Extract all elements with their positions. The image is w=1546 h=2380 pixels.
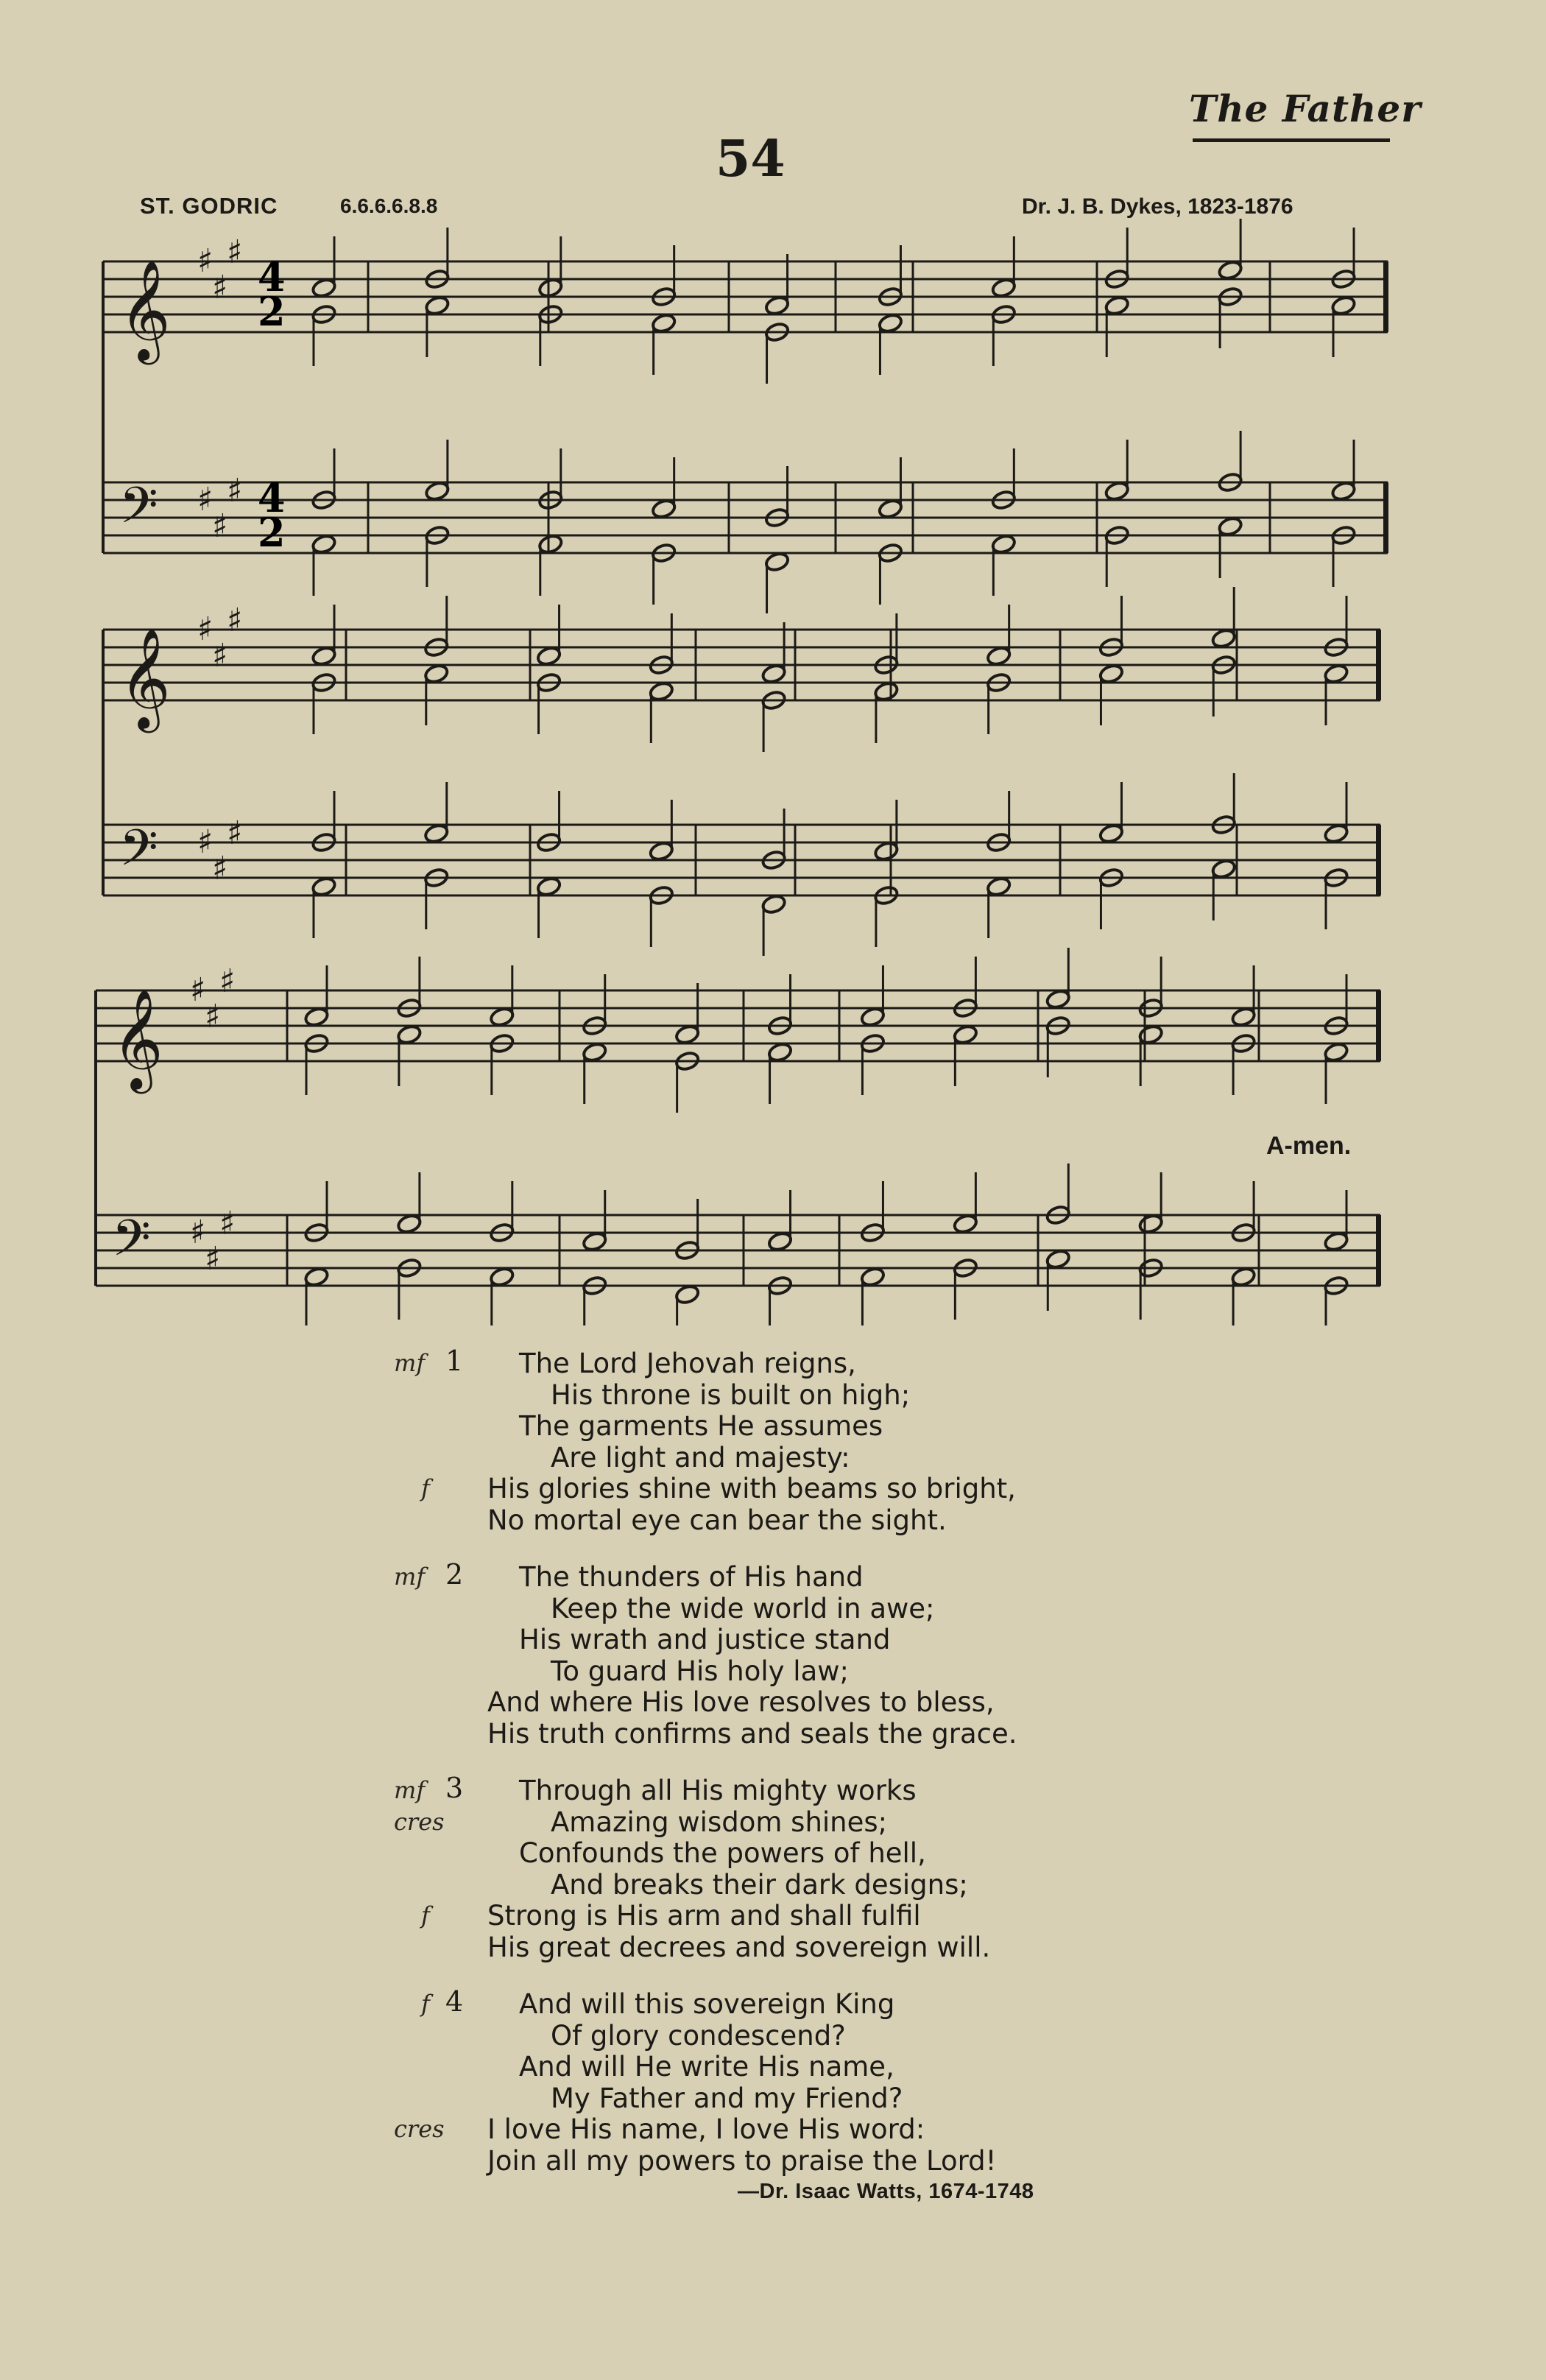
dynamic-marking: mf [394, 1349, 426, 1377]
score-systems [96, 219, 1388, 1325]
key-sharp: ♯ [205, 1240, 221, 1278]
key-sharp: ♯ [219, 1205, 236, 1242]
verse-line: His great decrees and sovereign will. [487, 1931, 991, 1963]
final-bar [1383, 482, 1388, 553]
key-sharp: ♯ [227, 602, 243, 639]
verse-line: My Father and my Friend? [551, 2082, 903, 2114]
note-head [878, 498, 903, 519]
dynamic-marking: mf [394, 1563, 426, 1591]
note-head [1104, 480, 1130, 501]
section-title: The Father [1189, 87, 1422, 130]
note-head [582, 1041, 607, 1063]
note-head [651, 312, 677, 334]
verse-line: And will this sovereign King [519, 1988, 895, 2020]
note-head [674, 1024, 700, 1045]
key-sharp: ♯ [227, 472, 243, 510]
note-head [767, 1231, 793, 1252]
amen-label: A-men. [1266, 1132, 1352, 1160]
note-head [537, 533, 563, 554]
note-head [860, 1266, 886, 1287]
note-head [536, 645, 562, 666]
verse-line: Of glory condescend? [551, 2019, 846, 2052]
verse-line: Through all His mighty works [519, 1775, 917, 1806]
verse-line: His throne is built on high; [551, 1379, 911, 1411]
dynamic-marking: f [421, 1990, 430, 2018]
time-sig-top-bass: 4 [258, 474, 286, 521]
treble-clef: 𝄞 [119, 627, 171, 728]
key-sharp: ♯ [212, 269, 228, 306]
verse-line: Strong is His arm and shall fulfil [487, 1900, 921, 1932]
time-sig-top-treble: 4 [258, 253, 286, 300]
note-head [761, 663, 787, 684]
note-head [396, 1024, 422, 1045]
note-head [1323, 1231, 1349, 1252]
verse-line: His glories shine with beams so bright, [487, 1473, 1016, 1504]
text-author: —Dr. Isaac Watts, 1674-1748 [738, 2180, 1034, 2203]
verse-line: Keep the wide world in awe; [551, 1592, 935, 1624]
verse-line: No mortal eye can bear the sight. [487, 1504, 947, 1536]
key-sharp: ♯ [205, 998, 221, 1035]
note-head [311, 876, 336, 897]
dynamic-marking: f [421, 1901, 430, 1929]
note-head [1104, 295, 1130, 316]
key-sharp: ♯ [197, 823, 213, 861]
time-sig-bottom-treble: 2 [258, 288, 286, 335]
note-head [649, 840, 674, 862]
key-sharp: ♯ [190, 1214, 206, 1251]
final-bar [1376, 1215, 1381, 1286]
bass-clef: 𝄢 [119, 820, 158, 890]
dynamic-marking: f [421, 1474, 430, 1502]
note-head [423, 823, 449, 844]
key-sharp: ♯ [190, 971, 206, 1009]
note-head [396, 1213, 422, 1234]
verse-line: Join all my powers to praise the Lord! [487, 2144, 997, 2177]
hymn-number: 54 [716, 130, 786, 189]
final-bar [1376, 990, 1381, 1061]
verse-line: And will He write His name, [519, 2051, 894, 2082]
note-head [1323, 823, 1349, 844]
verse-line: To guard His holy law; [551, 1655, 849, 1687]
note-head [489, 1266, 515, 1287]
composer: Dr. J. B. Dykes, 1823-1876 [1022, 194, 1293, 219]
note-head [536, 876, 562, 897]
note-head [764, 551, 790, 572]
note-head [489, 1006, 515, 1027]
note-head [303, 1266, 329, 1287]
note-head [953, 1213, 978, 1234]
note-head [1045, 1248, 1071, 1270]
note-head [651, 498, 677, 519]
note-head [423, 663, 449, 684]
note-head [1330, 295, 1356, 316]
note-head [311, 533, 336, 554]
note-head [1138, 1213, 1164, 1234]
note-head [1211, 627, 1237, 649]
key-sharp: ♯ [219, 962, 236, 1000]
note-head [1211, 858, 1237, 879]
dynamic-marking: mf [394, 1776, 426, 1804]
note-head [1323, 1041, 1349, 1063]
note-head [303, 1006, 329, 1027]
note-head [953, 1024, 978, 1045]
time-sig-bottom-bass: 2 [258, 509, 286, 556]
bass-clef: 𝄢 [119, 477, 158, 547]
note-head [764, 295, 790, 316]
verse-line: And where His love resolves to bless, [487, 1686, 995, 1718]
note-head [674, 1284, 700, 1305]
verse-line: And breaks their dark designs; [551, 1868, 968, 1901]
note-head [582, 1231, 607, 1252]
note-head [873, 680, 899, 702]
note-head [1323, 663, 1349, 684]
verse-line: The thunders of His hand [519, 1561, 864, 1593]
verse-line: Are light and majesty: [551, 1441, 850, 1474]
note-head [991, 533, 1017, 554]
treble-clef: 𝄞 [112, 987, 163, 1089]
note-head [311, 645, 336, 666]
final-bar [1376, 630, 1381, 700]
note-head [878, 312, 903, 334]
key-sharp: ♯ [212, 850, 228, 887]
note-head [1045, 988, 1071, 1010]
tune-name: ST. GODRIC [140, 193, 278, 219]
key-sharp: ♯ [197, 610, 213, 648]
verse-line: I love His name, I love His word: [487, 2113, 925, 2145]
key-sharp: ♯ [197, 242, 213, 280]
note-head [1330, 480, 1356, 501]
note-head [537, 277, 563, 298]
note-head [1218, 515, 1243, 537]
dynamic-marking: cres [394, 1807, 445, 1836]
verse-line: His wrath and justice stand [519, 1624, 891, 1655]
note-head [860, 1006, 886, 1027]
treble-clef: 𝄞 [119, 258, 171, 360]
verse-number: 2 [445, 1558, 464, 1591]
dynamic-marking: cres [394, 2115, 445, 2143]
key-sharp: ♯ [212, 507, 228, 545]
final-bar [1383, 261, 1388, 332]
note-head [1098, 823, 1124, 844]
note-head [1218, 259, 1243, 281]
bass-clef: 𝄢 [112, 1210, 151, 1280]
key-sharp: ♯ [212, 637, 228, 675]
verse-line: Amazing wisdom shines; [551, 1806, 888, 1838]
verse-number: 1 [445, 1345, 464, 1377]
note-head [1138, 1024, 1164, 1045]
final-bar [1376, 825, 1381, 895]
verse-line: The Lord Jehovah reigns, [519, 1348, 856, 1379]
note-head [986, 876, 1012, 897]
tune-meter: 6.6.6.6.8.8 [340, 194, 438, 217]
note-head [761, 893, 787, 915]
key-sharp: ♯ [197, 481, 213, 518]
note-head [649, 680, 674, 702]
note-head [873, 840, 899, 862]
note-head [991, 277, 1017, 298]
verse-number: 4 [445, 1985, 464, 2018]
verse-line: The garments He assumes [519, 1410, 883, 1442]
key-sharp: ♯ [227, 814, 243, 852]
verse-line: His truth confirms and seals the grace. [487, 1717, 1017, 1750]
key-sharp: ♯ [227, 233, 243, 271]
note-head [1098, 663, 1124, 684]
note-head [424, 295, 450, 316]
verse-number: 3 [445, 1772, 464, 1804]
verse-line: Confounds the powers of hell, [519, 1837, 926, 1869]
note-head [767, 1041, 793, 1063]
note-head [1231, 1266, 1257, 1287]
note-head [311, 277, 336, 298]
note-head [1231, 1006, 1257, 1027]
note-head [424, 480, 450, 501]
note-head [986, 645, 1012, 666]
